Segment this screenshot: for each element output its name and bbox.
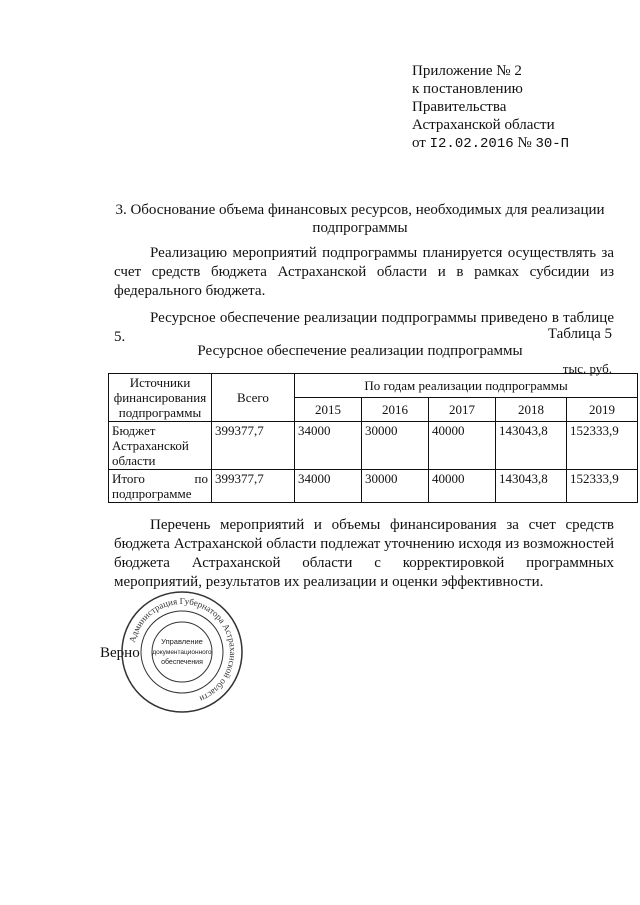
header-total: Всего: [212, 374, 295, 422]
seal-ring-text: Администрация Губернатора Астраханской области: [126, 595, 239, 705]
official-seal-icon: [120, 590, 244, 714]
seal-center-line2: документационного: [152, 649, 212, 656]
table-caption: Ресурсное обеспечение реализации подпрограммы: [197, 343, 523, 359]
cell-value: 40000: [429, 470, 496, 503]
header-year: 2015: [295, 398, 362, 422]
appendix-line-government: Правительства: [412, 99, 507, 115]
header-by-years: По годам реализации подпрограммы: [295, 374, 638, 398]
cell-value: 34000: [295, 422, 362, 470]
cell-source: Бюджет Астраханской области: [109, 422, 212, 470]
number-prefix: №: [517, 135, 532, 151]
table-row: [109, 422, 638, 470]
table-header-row: [109, 374, 638, 398]
header-source: Источники финансирования подпрограммы: [109, 374, 212, 422]
seal-center-line1: Управление: [161, 637, 203, 646]
header-year: 2016: [362, 398, 429, 422]
cell-value: 30000: [362, 470, 429, 503]
table-unit: тыс. руб.: [562, 361, 612, 376]
date-prefix: от: [412, 135, 426, 151]
resolution-date: I2.02.2016: [429, 136, 514, 152]
cell-value: 143043,8: [496, 470, 567, 503]
cell-value: 30000: [362, 422, 429, 470]
section-title: 3. Обоснование объема финансовых ресурсов, необходимых для реализации подпрограммы: [115, 202, 605, 236]
cell-value: 152333,9: [567, 470, 638, 503]
cell-total: 399377,7: [212, 470, 295, 503]
cell-total: 399377,7: [212, 422, 295, 470]
resolution-number: 30-П: [535, 136, 570, 152]
cell-value: 143043,8: [496, 422, 567, 470]
appendix-date-line: [412, 134, 569, 153]
header-year: 2018: [496, 398, 567, 422]
cell-value: 34000: [295, 470, 362, 503]
header-year: 2017: [429, 398, 496, 422]
paragraph-text: Реализацию мероприятий подпрограммы планируется осуществлять за счет средств бюджета Астраханской области и в рамках субсидии из федерального бюджета.: [114, 245, 614, 299]
paragraph-funding-sources: [114, 244, 614, 301]
seal-center-line3: обеспечения: [161, 659, 203, 666]
cell-value: 152333,9: [567, 422, 638, 470]
appendix-line-resolution: к постановлению: [412, 81, 523, 97]
resource-table: [108, 373, 638, 503]
paragraph-text: Ресурсное обеспечение реализации подпрограммы приведено в таблице 5.: [114, 310, 614, 345]
paragraph-clarification: [114, 516, 614, 592]
verno-mark: Верно: [100, 645, 140, 661]
paragraph-text: Перечень мероприятий и объемы финансирования за счет средств бюджета Астраханской области подлежат уточнению исходя из возможностей бюджета Астраханской области с корректировкой программных мероприятий, результатов их реализации и оценки эффективности.: [114, 517, 614, 590]
appendix-title: Приложение № 2: [412, 63, 522, 79]
table-row: [109, 470, 638, 503]
cell-value: 40000: [429, 422, 496, 470]
table-number: Таблица 5: [547, 326, 612, 342]
appendix-line-region: Астраханской области: [412, 117, 555, 133]
appendix-header: [412, 62, 569, 153]
paragraph-table-reference: [114, 309, 614, 347]
cell-source: Итого по подпрограмме: [109, 470, 212, 503]
header-year: 2019: [567, 398, 638, 422]
